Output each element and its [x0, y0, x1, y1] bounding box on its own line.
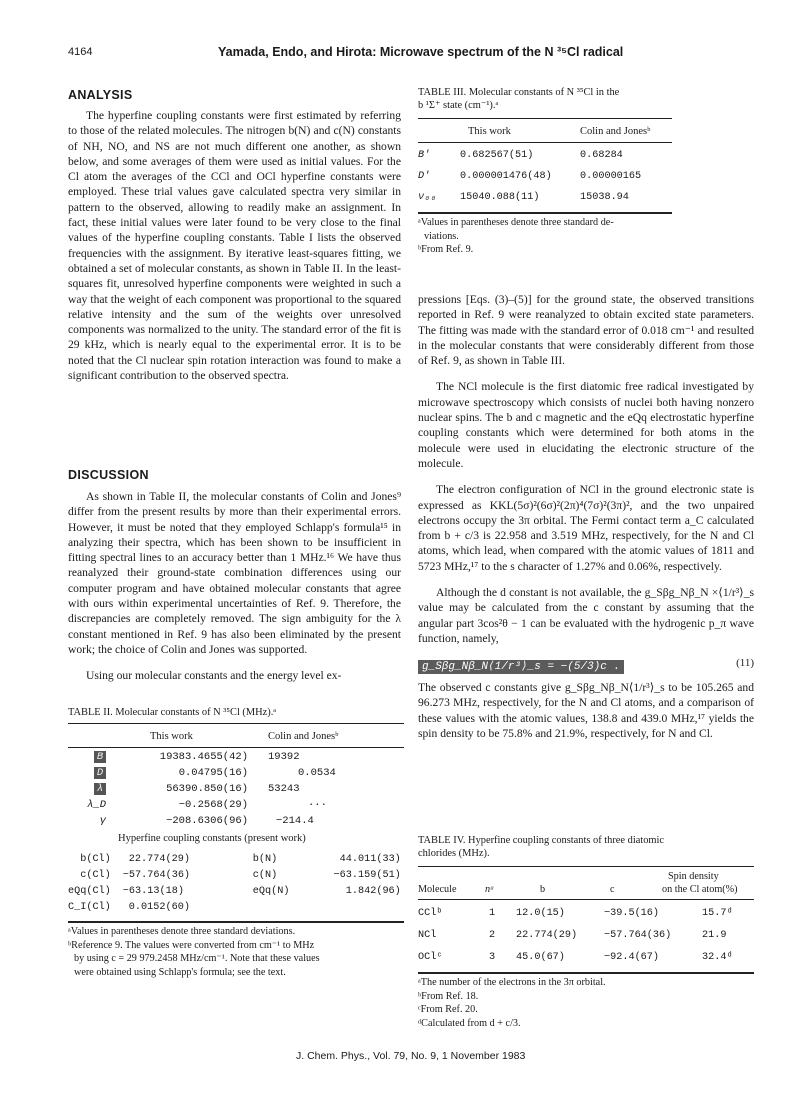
table3-body	[418, 145, 641, 208]
table2-this-value: 0.04795(16)	[178, 767, 248, 779]
table4-b: 12.0(15)	[516, 907, 565, 919]
table3-symbol: D′	[418, 171, 431, 182]
table2-row	[68, 813, 368, 829]
table4-bottom-rule	[418, 972, 754, 974]
table4-top-rule	[418, 866, 754, 867]
right-paragraph-4: Although the d constant is not available, the g_Sβg_Nβ_N ×⟨1/r³⟩_s value may be calculated from the c constant by assuming that the angular part 3cos²θ − 1 can be evaluated with the hydrogenic p_π wave function, namely,	[418, 586, 754, 645]
table2-hf-row	[68, 883, 401, 899]
table4-n: 3	[488, 951, 496, 963]
table2-cj-value: −214.4	[276, 815, 314, 827]
right-paragraph-3: The electron configuration of NCl in the ground electronic state is expressed as KKL(5σ)²(6σ)²(2π)⁴(7σ)²(3π)², and the two unpaired electrons occupy the 3π orbital. The Fermi contact term a_C calculated from b + c/3 is 22.958 and 3.519 MHz, respectively, for the N and Cl atoms, which lead, when compared with the atomic values of 1811 and 5723 MHz,¹⁷ to the s character of 1.27% and 0.06%, respectively.	[418, 483, 754, 573]
table2-body	[68, 749, 404, 829]
table3-row	[418, 145, 641, 166]
table2-symbol: λ_D	[87, 799, 106, 811]
table4-header-c: c	[610, 884, 615, 895]
table2-row	[68, 781, 368, 797]
table3-cj-value: 0.00000165	[580, 171, 642, 182]
table4-n: 1	[488, 907, 496, 919]
table2-hf-symbol: c(Cl)	[80, 869, 111, 881]
table2-cj-value: 53243	[268, 783, 300, 795]
table4-caption-line1: TABLE IV. Hyperfine coupling constants of three diatomic	[418, 835, 664, 846]
table2-hf-body	[68, 851, 401, 915]
table2-hf-value: 22.774(29)	[128, 853, 190, 865]
table4-spin: 32.4ᵈ	[702, 951, 733, 963]
equation-11	[418, 656, 754, 674]
table3-row	[418, 166, 641, 187]
table2-hf-symbol: b(N)	[252, 853, 278, 865]
table2-cj-value: 0.0534	[298, 767, 336, 779]
table4-row	[418, 902, 772, 924]
table2-symbol: B	[94, 751, 106, 763]
table2-symbol: γ	[99, 815, 106, 827]
table4-header-rule	[418, 899, 754, 900]
right-paragraph-1: pressions [Eqs. (3)–(5)] for the ground state, the observed transitions reported in Ref. 9 were reanalyzed to obtain excited state parameters. The fitting was made with the standard error of 0.018 cm⁻¹ and resulted in the molecular constants that were considerably different from those of Ref. 9, as shown in Table III.	[418, 293, 754, 368]
table2-hf-symbol: C_I(Cl)	[68, 901, 111, 913]
table2-footnote: by using c = 29 979.2458 MHz/cm⁻¹. Note that these values	[74, 953, 320, 964]
table3-header-cj: Colin and Jonesᵇ	[580, 126, 651, 137]
table3-cj-value: 15038.94	[580, 192, 629, 203]
table2-hf-symbol	[253, 899, 301, 915]
table3-this-value: 0.000001476(48)	[460, 171, 552, 182]
table2-this-value: 19383.4655(42)	[159, 751, 248, 763]
table2-hf-value: −63.13(18)	[122, 885, 184, 897]
table3-caption	[418, 86, 619, 112]
table4-header-spin-1: Spin density	[668, 871, 719, 882]
table4-b: 45.0(67)	[516, 951, 565, 963]
table3-caption-line2: b ¹Σ⁺ state (cm⁻¹).ᵃ	[418, 100, 499, 111]
table2-header-this: This work	[150, 731, 193, 742]
table4-header-n: nᵃ	[485, 884, 495, 895]
right-text-upper	[418, 292, 754, 646]
equation-number: (11)	[736, 657, 754, 669]
table3-symbol: ν₀₀	[418, 192, 437, 203]
table4-header-b: b	[540, 884, 546, 895]
table2-footnotes	[68, 925, 320, 979]
table4-molecule: CClᵇ	[418, 907, 443, 919]
table2-this-value: −0.2568(29)	[178, 799, 248, 811]
discussion-text	[68, 489, 401, 684]
table2-hf-value	[301, 899, 401, 915]
table2-hf-value: 0.0152(60)	[128, 901, 190, 913]
table2-footnote: were obtained using Schlapp's formula; see the text.	[74, 966, 286, 978]
table2-hf-symbol: eQq(Cl)	[68, 885, 111, 897]
table4-footnote: ᵃThe number of the electrons in the 3π orbital.	[418, 977, 606, 988]
table2-hf-symbol: c(N)	[252, 869, 278, 881]
table2-row	[68, 797, 368, 813]
table4-caption	[418, 834, 664, 860]
table4-footnote: ᶜFrom Ref. 20.	[418, 1004, 478, 1015]
table3-cj-value: 0.68284	[580, 150, 623, 161]
table4-header-spin-2: on the Cl atom(%)	[662, 884, 738, 895]
table2-hf-row	[68, 899, 401, 915]
table2-hf-value: 44.011(33)	[339, 853, 401, 865]
table3-symbol: B′	[418, 150, 431, 161]
table4-header-molecule: Molecule	[418, 884, 457, 895]
table2-hf-value: −63.159(51)	[333, 869, 401, 881]
table4-row	[418, 924, 772, 946]
equation-text: g_Sβg_Nβ_N⟨1/r³⟩_s = −(5/3)c .	[418, 660, 624, 674]
table3-footnotes	[418, 216, 614, 257]
analysis-text	[68, 108, 401, 383]
table3-header-this: This work	[468, 126, 511, 137]
table3-bottom-rule	[418, 212, 672, 214]
running-title: Yamada, Endo, and Hirota: Microwave spectrum of the N ³⁵Cl radical	[218, 45, 624, 59]
analysis-paragraph: The hyperfine coupling constants were first estimated by referring to those of the related molecules. The nitrogen b(N) and c(N) constants of NH, NO, and NS are not much different one another, as shown below, and some averages of them were used as initial values. For the Cl atom the averages of the CCl and OCl hyperfine constants were employed. These trial values gave calculated spectra very similar in pattern to the observed, allowing to readily make an assignment. In fact, these initial values were later found to be very close to the final values of the hyperfine coupling constants. Table I lists the observed frequencies with the assignment. By iterative least-squares fitting, we obtained a set of molecular constants, as shown in Table II. In the least-squares fit, unresolved hyperfine components were weighted in such a way that the weight of each component was proportional to the squared relative intensity and the sum of the weights over unresolved components was normalized to the unity. The standard error of the fit is 29 kHz, which is nearly equal to the experimental error. It is to be noted that the Cl nuclear spin rotation interaction was found to make a significant contribution to the observed spectra.	[68, 109, 401, 383]
table2-row	[68, 765, 368, 781]
table3-caption-line1: TABLE III. Molecular constants of N ³⁵Cl in the	[418, 87, 620, 98]
table2-cj-value: ···	[308, 799, 327, 811]
table3-this-value: 0.682567(51)	[460, 150, 534, 161]
page-number: 4164	[68, 46, 93, 58]
table4-b: 22.774(29)	[516, 929, 578, 941]
table2-symbol: D	[94, 767, 106, 779]
table2-symbol: λ	[94, 783, 106, 795]
table2-caption: TABLE II. Molecular constants of N ³⁵Cl (MHz).ᵃ	[68, 707, 277, 718]
table2-header-cj: Colin and Jonesᵇ	[268, 731, 339, 742]
right-paragraph-5: The observed c constants give g_Sβg_Nβ_N⟨1/r³⟩_s to be 105.265 and 96.273 MHz, respectively, for the N and Cl atoms, and a comparison of these values with the atomic values, 138.8 and 439.0 MHz,¹⁷ yields the spin density to be 75.8% and 21.9%, respectively, for N and Cl.	[418, 681, 754, 740]
table2-this-value: −208.6306(96)	[166, 815, 248, 827]
table2-footnote: ᵃValues in parentheses denote three standard deviations.	[68, 926, 296, 937]
table2-bottom-rule	[68, 921, 404, 923]
table2-hf-row	[68, 867, 401, 883]
table4-c: −92.4(67)	[604, 951, 660, 963]
table2-hf-symbol: b(Cl)	[80, 853, 111, 865]
table3-header-rule	[418, 142, 672, 143]
table2-subheading: Hyperfine coupling constants (present work)	[118, 833, 306, 844]
table2-cj-value: 19392	[268, 751, 300, 763]
table4-footnote: ᵈCalculated from d + c/3.	[418, 1017, 521, 1029]
table4-body	[418, 902, 772, 968]
table3-top-rule	[418, 118, 672, 119]
journal-footer: J. Chem. Phys., Vol. 79, No. 9, 1 November 1983	[296, 1050, 526, 1062]
table2-this-value: 56390.850(16)	[166, 783, 248, 795]
table4-molecule: OClᶜ	[418, 951, 443, 963]
table2-hf-value: −57.764(36)	[122, 869, 191, 881]
table2-hf-row	[68, 851, 401, 867]
discussion-paragraph-1: As shown in Table II, the molecular constants of Colin and Jones⁹ differ from the present results by more than their experimental errors. However, it must be noted that they employed Schlapp's formula¹⁵ in analyzing their spectra, which has been shown to be insufficient in fitting spectral lines to an accuracy better than 1 MHz.¹⁶ We have thus reanalyzed their ground-state combination differences using our computer program and have obtained molecular constants that agree with ours within experimental uncertainties of Ref. 9. Therefore, the discrepancies are completely removed. The sign ambiguity for the λ constant mentioned in Ref. 9 has also been eliminated by the present work; the choice of Colin and Jones was supported.	[68, 490, 401, 656]
table4-c: −39.5(16)	[604, 907, 660, 919]
discussion-heading: DISCUSSION	[68, 468, 149, 482]
table4-row	[418, 946, 772, 968]
table2-row	[68, 749, 368, 765]
analysis-heading: ANALYSIS	[68, 88, 133, 102]
discussion-paragraph-2: Using our molecular constants and the energy level ex-	[86, 669, 342, 683]
table2-hf-value: 1.842(96)	[345, 885, 401, 897]
table3-footnote: ᵃValues in parentheses denote three standard de-	[418, 217, 614, 228]
table4-footnote: ᵇFrom Ref. 18.	[418, 990, 479, 1002]
table4-caption-line2: chlorides (MHz).	[418, 848, 490, 859]
table4-spin: 15.7ᵈ	[702, 907, 733, 919]
right-paragraph-2: The NCl molecule is the first diatomic free radical investigated by microwave spectroscopy which consists of nuclei both having nonzero nuclear spins. The b and c magnetic and the eQq electrostatic hyperfine coupling constants which were determined for both atoms in the molecule were used in elucidating the electronic structure of the molecule.	[418, 380, 754, 470]
table2-footnote: ᵇReference 9. The values were converted from cm⁻¹ to MHz	[68, 939, 315, 951]
table3-row	[418, 187, 641, 208]
table3-footnote: viations.	[424, 230, 459, 242]
table4-molecule: NCl	[418, 929, 437, 941]
table2-top-rule	[68, 723, 404, 724]
table4-footnotes	[418, 976, 606, 1030]
table2-hf-symbol: eQq(N)	[252, 885, 290, 897]
table4-c: −57.764(36)	[604, 929, 672, 941]
table4-spin: 21.9	[702, 929, 727, 941]
table2-header-rule	[68, 747, 404, 748]
table4-n: 2	[488, 929, 496, 941]
right-text-lower	[418, 680, 754, 741]
table3-this-value: 15040.088(11)	[460, 192, 540, 203]
table3-footnote: ᵇFrom Ref. 9.	[418, 244, 474, 255]
